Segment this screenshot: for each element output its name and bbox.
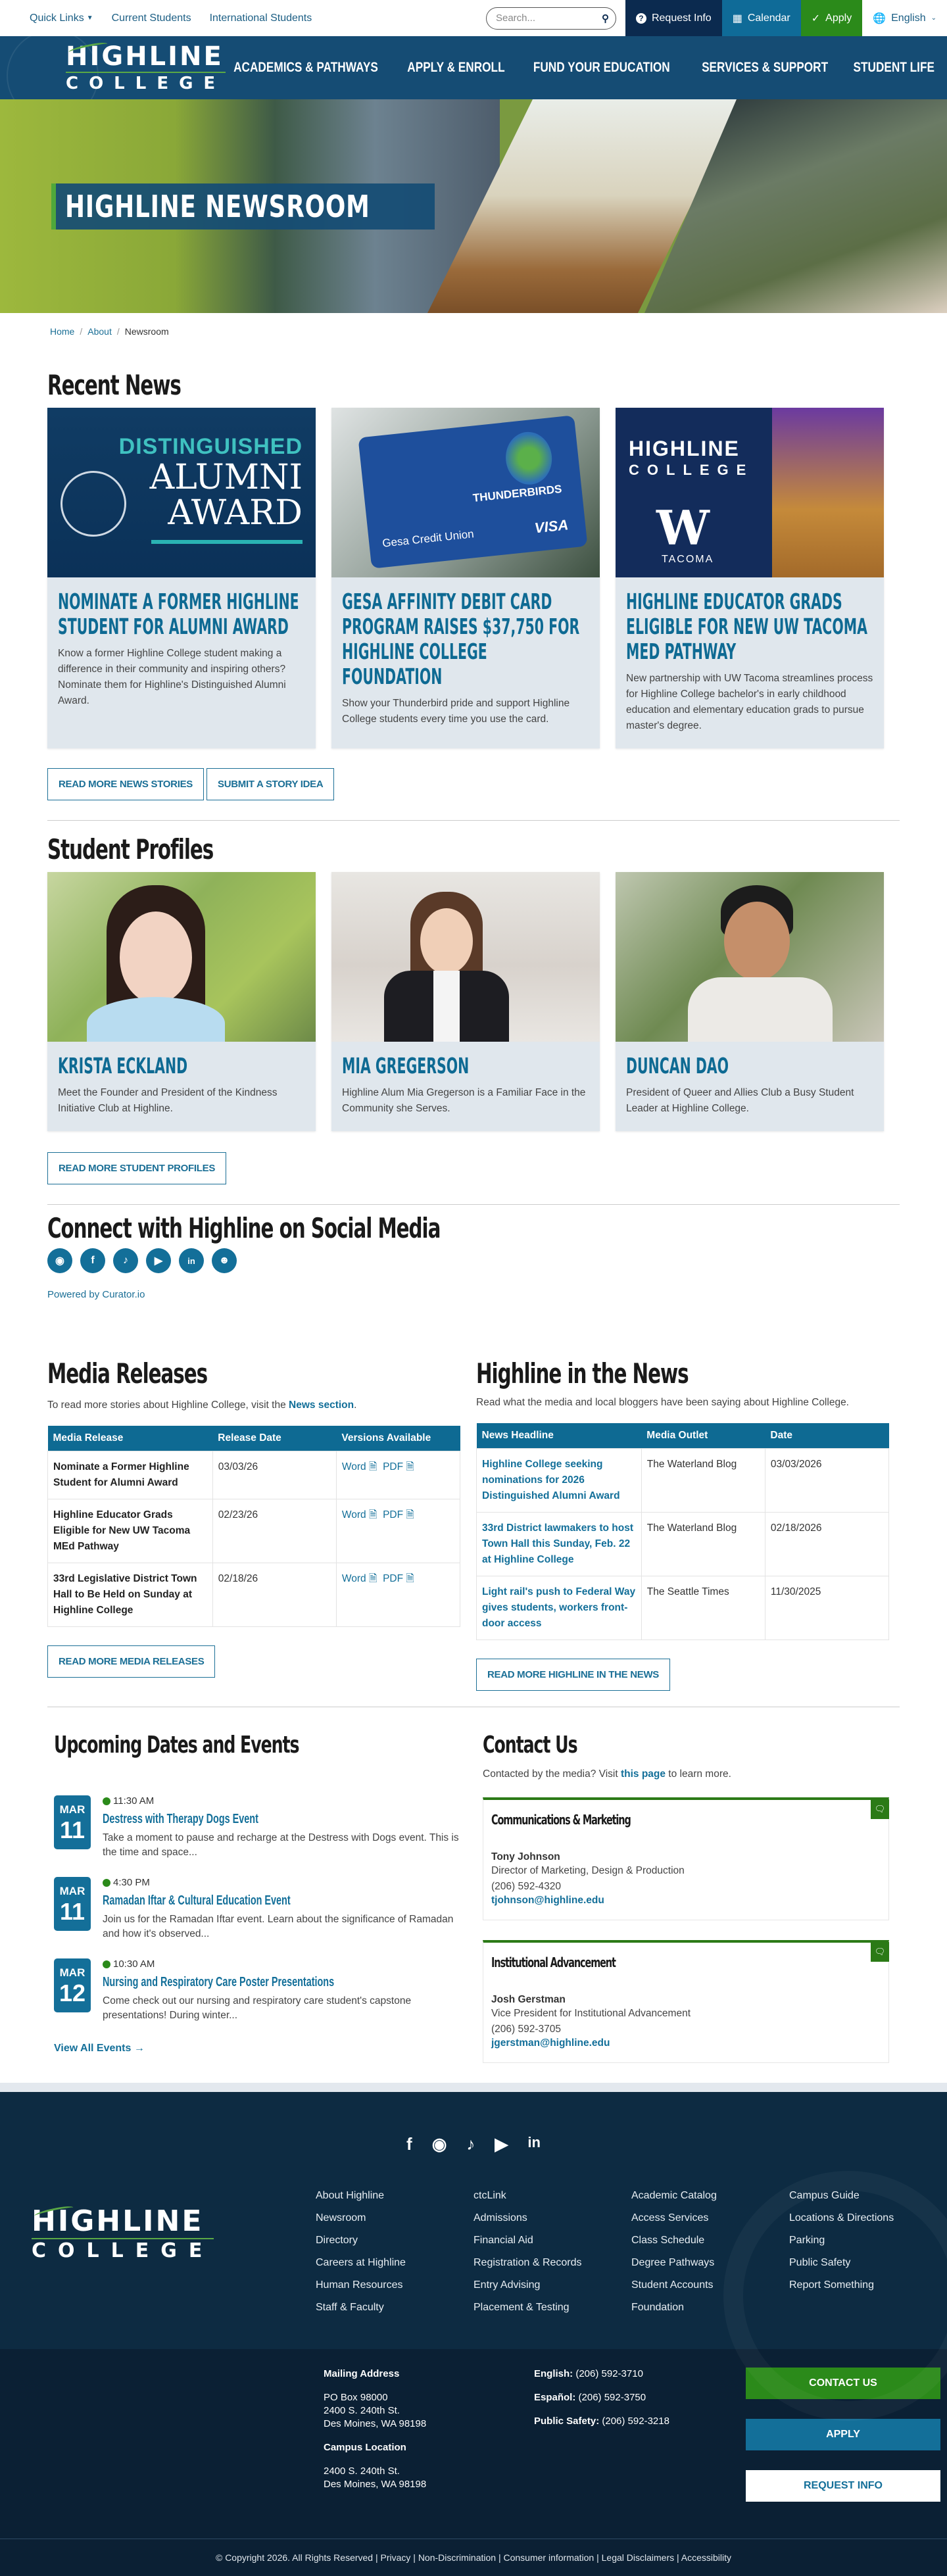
news-section-link[interactable]: News section	[289, 1399, 354, 1411]
chat-bubbles-icon: 🗨	[871, 1942, 889, 1962]
utility-bar	[0, 0, 947, 36]
request-info-label: Request Info	[651, 12, 712, 24]
word-download-link[interactable]: Word 🗎	[341, 1461, 377, 1472]
table-row	[48, 1451, 460, 1499]
word-file-icon: 🗎	[368, 1509, 377, 1520]
nav-apply-enroll[interactable]: APPLY & ENROLL	[407, 60, 505, 75]
hero-banner	[0, 99, 947, 313]
footer-apply-button[interactable]: APPLY	[746, 2419, 940, 2450]
news-card-summary: Show your Thunderbird pride and support Highline College students every time you use the card.	[342, 698, 570, 725]
media-outlet: The Seattle Times	[641, 1576, 765, 1640]
pdf-file-icon: 🗎	[406, 1509, 414, 1520]
media-outlet: The Waterland Blog	[641, 1513, 765, 1576]
in-the-news-section	[476, 1359, 889, 1691]
search-icon[interactable]: ⚲	[601, 12, 609, 24]
profile-card[interactable]	[47, 872, 316, 1131]
logo-text-top: HIGHLINE	[32, 2204, 204, 2238]
media-releases-table	[47, 1426, 460, 1627]
release-title: 33rd Legislative District Town Hall to Be Held on Sunday at Highline College	[48, 1563, 213, 1627]
column-header: News Headline	[477, 1423, 642, 1449]
logo-text-bottom: COLLEGE	[32, 2239, 214, 2262]
current-students-link[interactable]: Current Students	[111, 12, 191, 24]
release-date: 03/03/26	[212, 1451, 336, 1499]
pdf-download-link[interactable]: PDF 🗎	[383, 1461, 414, 1472]
event-title-link[interactable]: Destress with Therapy Dogs Event	[103, 1812, 258, 1826]
pdf-file-icon: 🗎	[406, 1461, 414, 1472]
word-download-link[interactable]: Word 🗎	[341, 1509, 377, 1520]
search-input[interactable]: Search...	[495, 12, 535, 24]
address-line: Des Moines, WA 98198	[324, 2418, 427, 2429]
footer-link[interactable]: About Highline	[316, 2190, 385, 2201]
word-download-link[interactable]: Word 🗎	[341, 1573, 377, 1584]
footer-link[interactable]: Registration & Records	[474, 2257, 582, 2268]
snapchat-icon[interactable]: ☻	[212, 1248, 237, 1273]
footer-link[interactable]: Careers at Highline	[316, 2257, 406, 2268]
event-description: Come check out our nursing and respiratory care student's capstone presentations! During winter...	[103, 1995, 412, 2021]
contact-phone: (206) 592-3705	[491, 2024, 561, 2035]
breadcrumb-home[interactable]: Home	[50, 326, 75, 337]
submit-story-idea-button[interactable]: SUBMIT A STORY IDEA	[206, 768, 334, 800]
news-headline-link[interactable]: Highline College seeking nominations for 2026 Distinguished Alumni Award	[477, 1449, 642, 1513]
search-box[interactable]	[486, 7, 616, 30]
read-more-news-button[interactable]: READ MORE NEWS STORIES	[47, 768, 204, 800]
media-info-page-link[interactable]: this page	[620, 1768, 666, 1780]
request-info-button[interactable]	[625, 0, 722, 36]
address-line: 2400 S. 240th St.	[324, 2405, 400, 2416]
alumni-award-image: DISTINGUISHED ALUMNI AWARD	[47, 408, 316, 577]
clock-icon	[103, 1797, 110, 1805]
footer-link[interactable]: Class Schedule	[631, 2235, 705, 2246]
thunderbird-logo-icon	[503, 429, 554, 487]
breadcrumb-about[interactable]: About	[87, 326, 112, 337]
news-card-summary: Know a former Highline College student making a difference in their community and inspiring others? Nominate them for Highline's Distinguished Alumni Award.	[58, 648, 286, 706]
news-headline-link[interactable]: 33rd District lawmakers to host Town Hall this Sunday, Feb. 22 at Highline College	[477, 1513, 642, 1576]
highline-logo[interactable]	[66, 43, 226, 92]
footer-link-column	[631, 2185, 789, 2319]
international-students-link[interactable]: International Students	[209, 12, 312, 24]
release-title: Nominate a Former Highline Student for Alumni Award	[48, 1451, 213, 1499]
apply-label: Apply	[825, 12, 852, 24]
breadcrumb-current: Newsroom	[124, 326, 169, 337]
read-more-in-the-news-button[interactable]: READ MORE HIGHLINE IN THE NEWS	[476, 1659, 670, 1691]
event-time: 10:30 AM	[113, 1958, 155, 1970]
read-more-profiles-button[interactable]: READ MORE STUDENT PROFILES	[47, 1152, 226, 1184]
event-title-link[interactable]: Nursing and Respiratory Care Poster Presentations	[103, 1975, 335, 1989]
instagram-icon[interactable]: ◉	[431, 2134, 447, 2154]
read-more-media-releases-button[interactable]: READ MORE MEDIA RELEASES	[47, 1645, 215, 1678]
contact-heading: Contact Us	[483, 1732, 577, 1759]
logo-text-bottom: COLLEGE	[66, 74, 226, 93]
footer-link[interactable]: Degree Pathways	[631, 2257, 715, 2268]
news-card-summary: New partnership with UW Tacoma streamlines process for Highline College bachelor's in early childhood education and elementary education grads to pursue master's degree.	[626, 673, 873, 731]
linkedin-icon[interactable]: in	[527, 2134, 541, 2151]
social-icons	[47, 1248, 900, 1273]
chat-bubbles-icon: 🗨	[871, 1799, 889, 1819]
uw-tacoma-partnership-image: HIGHLINE COLLEGE W TACOMA	[616, 408, 884, 577]
clipboard-check-icon: ✓	[811, 12, 821, 24]
pdf-download-link[interactable]: PDF 🗎	[383, 1509, 414, 1520]
footer-separator-band	[0, 2083, 947, 2092]
campus-location-label: Campus Location	[324, 2442, 406, 2453]
nav-services-support[interactable]: SERVICES & SUPPORT	[701, 60, 828, 75]
tiktok-icon[interactable]: ♪	[113, 1248, 138, 1273]
address-line: 2400 S. 240th St.	[324, 2466, 400, 2477]
event-description: Join us for the Ramadan Iftar event. Learn about the significance of Ramadan and how it's observed...	[103, 1914, 454, 1939]
news-date: 11/30/2025	[765, 1576, 888, 1640]
footer-link[interactable]: Financial Aid	[474, 2235, 533, 2246]
profile-card[interactable]	[331, 872, 600, 1131]
column-header: Media Outlet	[641, 1423, 765, 1449]
language-selector[interactable]	[862, 0, 947, 36]
student-profiles-heading: Student Profiles	[47, 833, 214, 865]
gesa-debit-card-image: THUNDERBIRDS Gesa Credit Union VISA	[331, 408, 600, 577]
in-the-news-table	[476, 1423, 889, 1640]
footer-link[interactable]: ctcLink	[474, 2190, 506, 2201]
news-card[interactable]	[616, 408, 884, 748]
address-line: Des Moines, WA 98198	[324, 2479, 427, 2490]
footer-phones	[534, 2368, 746, 2521]
main-navigation	[0, 36, 947, 99]
event-time: 11:30 AM	[113, 1795, 155, 1807]
media-outlet: The Waterland Blog	[641, 1449, 765, 1513]
youtube-icon[interactable]: ▶	[146, 1248, 171, 1273]
profile-name[interactable]: KRISTA ECKLAND	[58, 1053, 188, 1079]
contact-email-link[interactable]: jgerstman@highline.edu	[491, 2037, 610, 2049]
footer-link[interactable]: Staff & Faculty	[316, 2302, 384, 2313]
contact-name: Josh Gerstman	[491, 1994, 566, 2005]
contact-role: Director of Marketing, Design & Production	[491, 1865, 685, 1876]
profile-cards	[47, 872, 900, 1131]
copyright-bar[interactable]: © Copyright 2026. All Rights Reserved | Privacy | Non-Discrimination | Consumer information | Legal Disclaimers | Accessibility	[0, 2539, 947, 2576]
college-seal-icon	[61, 471, 126, 537]
contact-phone: (206) 592-4320	[491, 1881, 561, 1892]
contact-section: Contact Us Contacted by the media? Visit this page to learn more. 🗨 Communications & Marketing Tony Johnson Director of Marketing, Design & Production (206) 592-4320 tjohnson@highline.edu 🗨 Institutional Advancement Josh Gerstman Vice President for Institutional Advancement (206) 592-3705 jgerstman@highline.edu	[476, 1731, 889, 2063]
contact-department: Communications & Marketing	[491, 1812, 631, 1828]
profile-summary: Meet the Founder and President of the Kindness Initiative Club at Highline.	[58, 1087, 278, 1114]
in-the-news-intro: Read what the media and local bloggers have been saying about Highline College.	[476, 1397, 849, 1408]
news-date: 02/18/2026	[765, 1513, 888, 1576]
profile-summary: Highline Alum Mia Gregerson is a Familiar Face in the Community she Serves.	[342, 1087, 586, 1114]
clock-icon	[103, 1960, 110, 1968]
social-heading: Connect with Highline on Social Media	[47, 1212, 441, 1244]
footer-link[interactable]: Parking	[789, 2235, 825, 2246]
footer-logo[interactable]	[32, 2185, 316, 2319]
caret-down-icon: ▼	[86, 14, 93, 22]
phone-english[interactable]: English: (206) 592-3710	[534, 2368, 643, 2379]
in-the-news-heading: Highline in the News	[476, 1357, 689, 1390]
duncan-dao-photo	[616, 872, 884, 1042]
table-row	[477, 1449, 889, 1513]
facebook-icon[interactable]: f	[406, 2134, 412, 2154]
release-title: Highline Educator Grads Eligible for New UW Tacoma MEd Pathway	[48, 1499, 213, 1563]
address-line: PO Box 98000	[324, 2392, 388, 2403]
linkedin-icon[interactable]: in	[179, 1248, 204, 1273]
news-card-title[interactable]: NOMINATE A FORMER HIGHLINE STUDENT FOR ALUMNI AWARD	[58, 589, 299, 639]
event-date-badge: MAR 11	[54, 1795, 91, 1849]
contact-card	[483, 1940, 889, 2063]
event-title-link[interactable]: Ramadan Iftar & Cultural Education Event	[103, 1893, 291, 1908]
mailing-address-label: Mailing Address	[324, 2368, 400, 2379]
globe-icon: 🌐	[873, 12, 886, 24]
event-item[interactable]	[54, 1958, 460, 2023]
table-row	[48, 1563, 460, 1627]
profile-name[interactable]: DUNCAN DAO	[626, 1053, 729, 1079]
section-divider	[47, 820, 900, 821]
calendar-icon: ▦	[732, 12, 742, 24]
event-time: 4:30 PM	[113, 1877, 150, 1888]
pdf-download-link[interactable]: PDF 🗎	[383, 1573, 414, 1584]
events-heading: Upcoming Dates and Events	[54, 1732, 299, 1759]
event-description: Take a moment to pause and recharge at the Destress with Dogs event. This is the time and space...	[103, 1832, 459, 1858]
footer-link[interactable]: Campus Guide	[789, 2190, 860, 2201]
news-date: 03/03/2026	[765, 1449, 888, 1513]
quick-links-label: Quick Links	[30, 12, 84, 24]
youtube-icon[interactable]: ▶	[495, 2134, 508, 2154]
contact-us-button[interactable]: CONTACT US	[746, 2368, 940, 2399]
facebook-icon[interactable]: f	[80, 1248, 105, 1273]
apply-button[interactable]	[801, 0, 862, 36]
media-releases-heading: Media Releases	[47, 1357, 208, 1390]
column-header: Versions Available	[336, 1426, 460, 1451]
recent-news-heading: Recent News	[47, 369, 181, 401]
footer-link-column	[316, 2185, 474, 2319]
section-divider	[47, 1204, 900, 1205]
phone-public-safety[interactable]: Public Safety: (206) 592-3218	[534, 2416, 669, 2427]
footer-link[interactable]: Admissions	[474, 2212, 527, 2224]
footer-link[interactable]: Access Services	[631, 2212, 709, 2224]
contact-card	[483, 1797, 889, 1920]
word-file-icon: 🗎	[368, 1461, 377, 1472]
news-headline-link[interactable]: Light rail's push to Federal Way gives students, workers front-door access	[477, 1576, 642, 1640]
calendar-label: Calendar	[747, 12, 790, 24]
footer-link[interactable]: Newsroom	[316, 2212, 366, 2224]
footer-link[interactable]: Student Accounts	[631, 2279, 714, 2291]
nav-academics-pathways[interactable]: ACADEMICS & PATHWAYS	[233, 60, 379, 75]
nav-student-life[interactable]: STUDENT LIFE	[853, 60, 935, 75]
news-cards	[47, 408, 900, 748]
release-date: 02/23/26	[212, 1499, 336, 1563]
event-item[interactable]	[54, 1795, 460, 1860]
contact-name: Tony Johnson	[491, 1851, 560, 1862]
nav-fund-your-education[interactable]: FUND YOUR EDUCATION	[533, 60, 670, 75]
release-date: 02/18/26	[212, 1563, 336, 1627]
question-circle-icon: ?	[636, 13, 646, 24]
profile-summary: President of Queer and Allies Club a Busy Student Leader at Highline College.	[626, 1087, 854, 1114]
footer-link[interactable]: Foundation	[631, 2302, 685, 2313]
clock-icon	[103, 1879, 110, 1887]
profile-name[interactable]: MIA GREGERSON	[342, 1053, 470, 1079]
page-title: HIGHLINE NEWSROOM	[51, 183, 435, 230]
pdf-file-icon: 🗎	[406, 1573, 414, 1584]
footer-link[interactable]: Placement & Testing	[474, 2302, 570, 2313]
footer-link[interactable]: Locations & Directions	[789, 2212, 894, 2224]
footer-link[interactable]: Entry Advising	[474, 2279, 541, 2291]
breadcrumb: Home / About / Newsroom	[50, 326, 169, 337]
curator-link[interactable]: Powered by Curator.io	[47, 1289, 145, 1300]
footer-request-info-button[interactable]: REQUEST INFO	[746, 2470, 940, 2502]
event-date-badge: MAR 12	[54, 1958, 91, 2012]
word-file-icon: 🗎	[368, 1573, 377, 1584]
table-row	[477, 1576, 889, 1640]
site-footer	[0, 2092, 947, 2576]
profile-card[interactable]	[616, 872, 884, 1131]
column-header: Media Release	[48, 1426, 213, 1451]
krista-eckland-photo	[47, 872, 316, 1042]
mia-gregerson-photo	[331, 872, 600, 1042]
phone-espanol[interactable]: Español: (206) 592-3750	[534, 2392, 646, 2403]
quick-links-dropdown[interactable]	[30, 12, 93, 24]
chevron-down-icon: ⌄	[931, 14, 936, 22]
table-row	[48, 1499, 460, 1563]
news-card[interactable]	[331, 408, 600, 748]
events-section	[47, 1731, 460, 2063]
event-date-badge: MAR 11	[54, 1877, 91, 1931]
contact-department: Institutional Advancement	[491, 1955, 616, 1970]
tiktok-icon[interactable]: ♪	[466, 2134, 475, 2154]
news-card-title[interactable]: GESA AFFINITY DEBIT CARD PROGRAM RAISES $37,750 FOR HIGHLINE COLLEGE FOUNDATION	[342, 589, 580, 689]
footer-link-column	[474, 2185, 631, 2319]
footer-social-icons	[0, 2092, 947, 2154]
footer-addresses	[324, 2368, 534, 2521]
footer-link[interactable]: Public Safety	[789, 2257, 851, 2268]
calendar-button[interactable]	[722, 0, 801, 36]
view-all-events-link[interactable]: View All Events →	[54, 2043, 145, 2054]
footer-link[interactable]: Report Something	[789, 2279, 874, 2291]
table-row	[477, 1513, 889, 1576]
footer-link[interactable]: Human Resources	[316, 2279, 403, 2291]
instagram-icon[interactable]: ◉	[47, 1248, 72, 1273]
news-card-title[interactable]: HIGHLINE EDUCATOR GRADS ELIGIBLE FOR NEW UW TACOMA MED PATHWAY	[626, 589, 867, 664]
footer-link-column	[789, 2185, 947, 2319]
language-label: English	[891, 12, 926, 24]
contact-role: Vice President for Institutional Advancement	[491, 2008, 691, 2019]
footer-link[interactable]: Academic Catalog	[631, 2190, 717, 2201]
column-header: Release Date	[212, 1426, 336, 1451]
event-item[interactable]	[54, 1877, 460, 1941]
column-header: Date	[765, 1423, 888, 1449]
footer-link[interactable]: Directory	[316, 2235, 358, 2246]
media-releases-section: Media Releases To read more stories about Highline College, visit the News section. Media Release Release Date Versions Available Nominate a Former Highline Student for Alumni Award 03/03/26 Word 🗎 PDF 🗎 Highline Educator Grads Eligible for New UW Tacoma MEd Pathway 02/23/26 Word 🗎 PDF 🗎 33rd Legislative District Town Hall to Be Held on Sunday at Highline College 02/18/26 Word 🗎 PDF 🗎 READ MORE MEDIA RELEASES	[47, 1359, 460, 1691]
logo-text-top: HIGHLINE	[66, 41, 224, 72]
contact-email-link[interactable]: tjohnson@highline.edu	[491, 1895, 604, 1906]
news-card[interactable]	[47, 408, 316, 748]
